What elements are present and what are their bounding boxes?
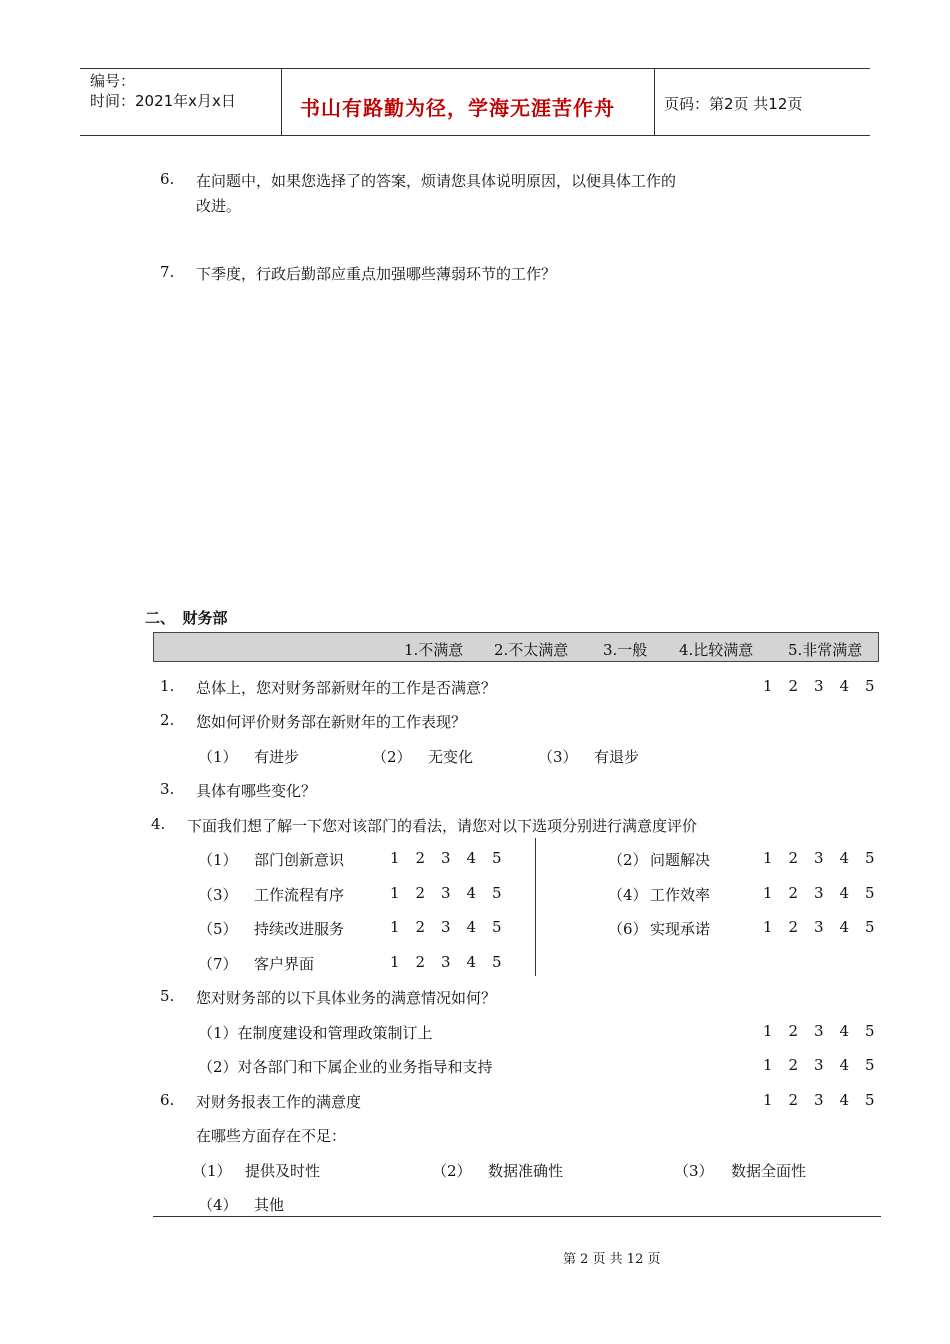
rating-option[interactable]: 2 [415,953,426,971]
rating-option[interactable]: 1 [762,884,773,902]
rating-option[interactable]: 4 [839,1056,850,1074]
rating-option[interactable]: 3 [813,849,824,867]
question-6-number: 6. [160,170,175,188]
q6-text: 对财务报表工作的满意度 [196,1093,362,1111]
rating-option[interactable]: 1 [762,1091,773,1109]
q5-text: 您对财务部的以下具体业务的满意情况如何？ [196,989,497,1007]
page-footer: 第 2 页 共 12 页 [563,1252,661,1267]
q6-option-label[interactable]: 提供及时性 [245,1162,321,1180]
rating-option[interactable]: 1 [762,918,773,936]
rating-option[interactable]: 3 [440,849,451,867]
q2-option-num: （2） [372,748,412,766]
q2-option-label[interactable]: 无变化 [428,748,474,766]
rating-option[interactable]: 2 [788,1022,799,1040]
rating-option[interactable]: 3 [813,677,824,695]
question-6-text-cont: 改进。 [196,197,242,215]
rating-option[interactable]: 3 [813,1091,824,1109]
rating-option[interactable]: 4 [466,884,477,902]
q6-option-num: （2） [432,1162,472,1180]
rating-option[interactable]: 1 [389,953,400,971]
q5-item: （1）在制度建设和管理政策制订上 [198,1024,433,1042]
rating-option[interactable]: 4 [839,1022,850,1040]
rating-option[interactable]: 5 [864,1091,875,1109]
q4-item-num: （2） [608,851,648,869]
rating-option[interactable]: 2 [788,1091,799,1109]
q3-number: 3. [160,780,175,798]
scale-label-1: 1.不满意 [404,641,464,659]
q1-rating[interactable] [755,677,883,695]
rating-option[interactable]: 1 [762,677,773,695]
rating-option[interactable]: 1 [762,849,773,867]
rating-option[interactable]: 3 [440,918,451,936]
scale-label-5: 5.非常满意 [788,641,863,659]
rating-option[interactable]: 4 [466,918,477,936]
q6-option-label[interactable]: 其他 [254,1196,285,1214]
rating-option[interactable]: 5 [864,1056,875,1074]
rating-option[interactable]: 5 [864,849,875,867]
scale-label-3: 3.一般 [603,641,648,659]
rating-option[interactable]: 4 [839,849,850,867]
rating-scale-bar [153,632,879,662]
question-6-text: 在问题中，如果您选择了的答案，烦请您具体说明原因，以便具体工作的 [196,172,677,190]
rating-option[interactable]: 4 [466,849,477,867]
rating-option[interactable]: 1 [762,1022,773,1040]
q4-item-rating[interactable] [382,884,510,902]
code-label: 编号： [90,72,136,90]
q6-option-label[interactable]: 数据准确性 [488,1162,564,1180]
rating-option[interactable]: 2 [788,677,799,695]
q4-item-num: （3） [198,886,238,904]
time-label: 时间：2021年x月x日 [90,92,236,110]
rating-option[interactable]: 2 [788,849,799,867]
q4-item-rating[interactable] [382,918,510,936]
rating-option[interactable]: 5 [864,884,875,902]
q4-item-num: （1） [198,851,238,869]
rating-option[interactable]: 4 [839,1091,850,1109]
question-7-number: 7. [160,263,175,281]
rating-option[interactable]: 5 [864,677,875,695]
bottom-rule [153,1216,881,1217]
q4-item-rating[interactable] [755,918,883,936]
q4-item-label: 工作流程有序 [254,886,345,904]
q2-option-label[interactable]: 有进步 [254,748,300,766]
q6-option-num: （3） [674,1162,714,1180]
q5-item: （2）对各部门和下属企业的业务指导和支持 [198,1058,493,1076]
rating-option[interactable]: 3 [813,884,824,902]
rating-option[interactable]: 2 [788,918,799,936]
q6-option-num: （1） [192,1162,232,1180]
question-7-text: 下季度，行政后勤部应重点加强哪些薄弱环节的工作？ [196,265,557,283]
rating-option[interactable]: 4 [839,677,850,695]
q6-option-num: （4） [198,1196,238,1214]
q3-text: 具体有哪些变化？ [196,782,317,800]
q6-option-label[interactable]: 数据全面性 [731,1162,807,1180]
q4-item-num: （5） [198,920,238,938]
q4-item-rating[interactable] [755,884,883,902]
q4-item-label: 客户界面 [254,955,315,973]
q4-item-num: （6） [608,920,648,938]
q6-number: 6. [160,1091,175,1109]
q4-item-label: 部门创新意识 [254,851,345,869]
rating-option[interactable]: 5 [864,918,875,936]
q4-text: 下面我们想了解一下您对该部门的看法，请您对以下选项分别进行满意度评价 [187,817,698,835]
column-divider [535,838,536,976]
motto: 书山有路勤为径，学海无涯苦作舟 [300,96,615,120]
rating-option[interactable]: 4 [839,884,850,902]
q4-item-num: （4） [608,886,648,904]
q2-text: 您如何评价财务部在新财年的工作表现？ [196,713,467,731]
rating-option[interactable]: 1 [389,849,400,867]
rating-option[interactable]: 5 [864,1022,875,1040]
q4-item-rating[interactable] [382,953,510,971]
scale-label-2: 2.不太满意 [494,641,569,659]
rating-option[interactable]: 4 [466,953,477,971]
rating-option[interactable]: 2 [788,1056,799,1074]
rating-option[interactable]: 1 [762,1056,773,1074]
rating-option[interactable]: 2 [415,884,426,902]
q2-number: 2. [160,711,175,729]
rating-option[interactable]: 5 [491,953,502,971]
q4-item-rating[interactable] [755,849,883,867]
q4-item-label: 工作效率 [650,886,711,904]
q5-number: 5. [160,987,175,1005]
q5-item-rating[interactable] [755,1056,883,1074]
rating-option[interactable]: 5 [491,849,502,867]
q2-option-label[interactable]: 有退步 [594,748,640,766]
q1-number: 1. [160,677,175,695]
rating-option[interactable]: 5 [491,918,502,936]
scale-label-4: 4.比较满意 [679,641,754,659]
rating-option[interactable]: 3 [440,953,451,971]
q4-item-label: 问题解决 [650,851,711,869]
q4-number: 4. [151,815,166,833]
q4-item-num: （7） [198,955,238,973]
q1-text: 总体上，您对财务部新财年的工作是否满意？ [196,679,497,697]
q6-subtext: 在哪些方面存在不足： [196,1127,347,1145]
section-title: 二、 财务部 [145,609,228,627]
rating-option[interactable]: 5 [491,884,502,902]
rating-option[interactable]: 1 [389,918,400,936]
q2-option-num: （3） [538,748,578,766]
q4-item-label: 持续改进服务 [254,920,345,938]
q4-item-label: 实现承诺 [650,920,711,938]
rating-option[interactable]: 3 [813,1022,824,1040]
rating-option[interactable]: 3 [813,918,824,936]
q5-item-rating[interactable] [755,1022,883,1040]
q6-rating[interactable] [755,1091,883,1109]
q4-item-rating[interactable] [382,849,510,867]
rating-option[interactable]: 1 [389,884,400,902]
rating-option[interactable]: 2 [788,884,799,902]
rating-option[interactable]: 3 [440,884,451,902]
rating-option[interactable]: 2 [415,918,426,936]
rating-option[interactable]: 4 [839,918,850,936]
rating-option[interactable]: 2 [415,849,426,867]
page-info: 页码：第2页 共12页 [664,95,803,113]
q2-option-num: （1） [198,748,238,766]
rating-option[interactable]: 3 [813,1056,824,1074]
